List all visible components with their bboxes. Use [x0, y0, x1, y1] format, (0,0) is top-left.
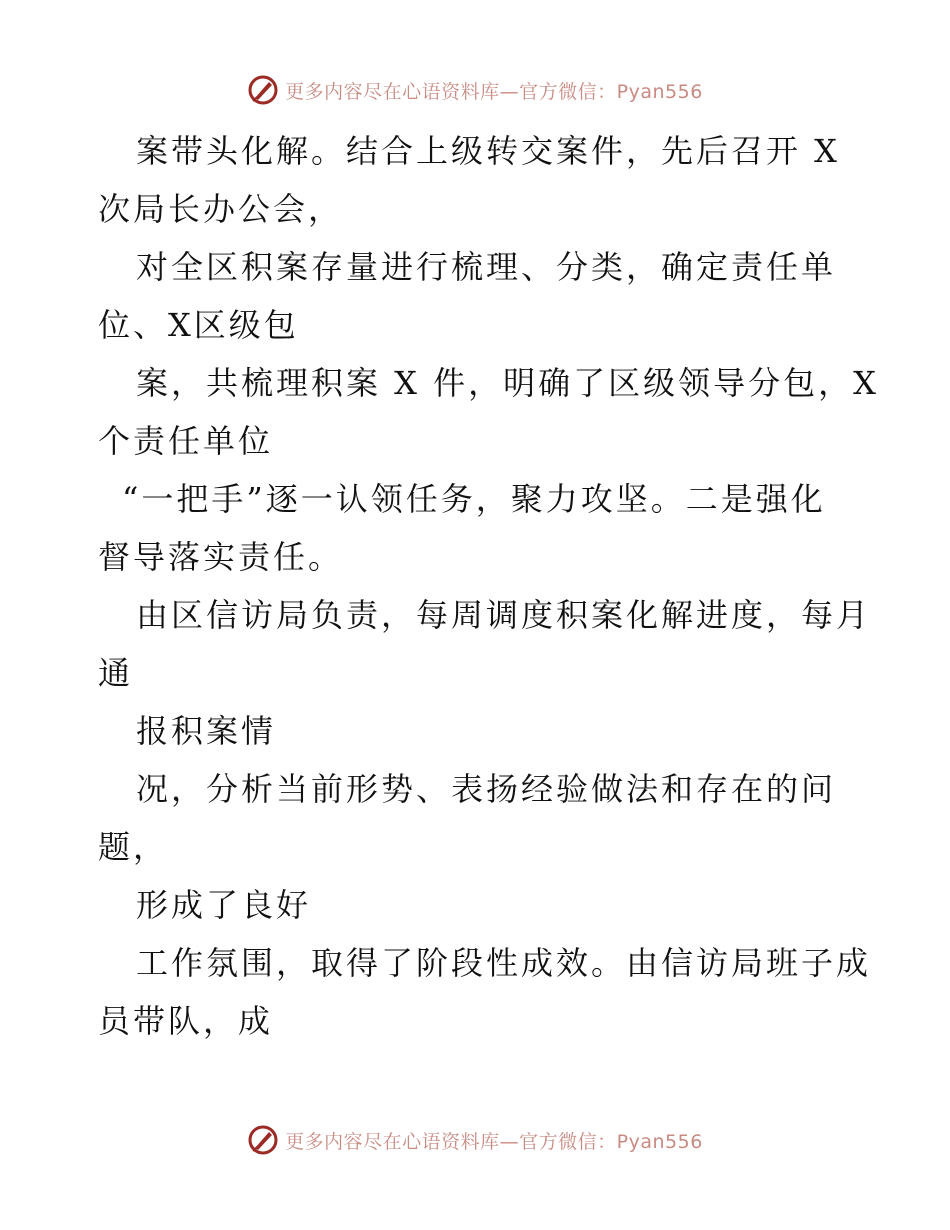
footer-watermark — [0, 1120, 950, 1160]
text-line: 由区信访局负责，每周调度积案化解进度，每月 — [136, 596, 872, 634]
header-watermark — [0, 70, 950, 110]
text-line: 况，分析当前形势、表扬经验做法和存在的问 — [136, 770, 837, 808]
text-line: “一把手”逐一认领任务，聚力攻坚。二是强化 — [122, 480, 826, 518]
text-line: 个责任单位 — [98, 422, 274, 460]
text-line: 督导落实责任。 — [98, 538, 344, 576]
text-line: 员带队，成 — [98, 1002, 274, 1040]
text-line: 形成了良好 — [136, 886, 312, 924]
text-line: 位、X区级包 — [98, 306, 299, 344]
feather-pen-icon — [247, 1124, 279, 1156]
watermark-text: 更多内容尽在心语资料库—官方微信：Pyan556 — [285, 1130, 703, 1153]
text-line: 题， — [98, 828, 169, 866]
text-line: 次局长办公会， — [98, 190, 344, 228]
watermark-text: 更多内容尽在心语资料库—官方微信：Pyan556 — [285, 80, 703, 103]
feather-pen-icon — [247, 74, 279, 106]
document-body — [98, 122, 879, 1050]
text-line: 工作氛围，取得了阶段性成效。由信访局班子成 — [136, 944, 872, 982]
text-line: 案，共梳理积案 X 件，明确了区级领导分包，X — [136, 364, 879, 402]
text-line: 报积案情 — [136, 712, 277, 750]
text-line: 案带头化解。结合上级转交案件，先后召开 X — [136, 132, 840, 170]
text-line: 对全区积案存量进行梳理、分类，确定责任单 — [136, 248, 837, 286]
text-line: 通 — [98, 654, 134, 692]
